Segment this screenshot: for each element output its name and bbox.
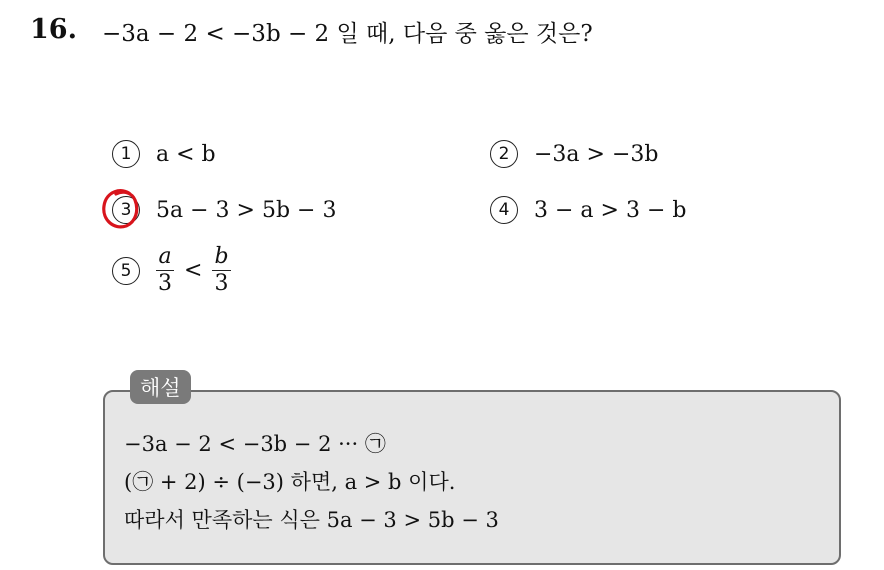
option-3[interactable] [112,196,336,224]
option-5-mark: 5 [112,257,140,285]
option-3-mark: 3 [112,196,140,224]
option-1-mark: 1 [112,140,140,168]
option-5-right-denominator: 3 [214,271,229,296]
option-2[interactable] [490,140,658,168]
option-5[interactable] [112,244,231,297]
option-5-left-denominator: 3 [158,271,172,296]
solution-line-3: 따라서 만족하는 식은 5a − 3 > 5b − 3 [124,508,499,532]
option-3-expr: 5a − 3 > 5b − 3 [156,197,337,223]
solution-line-1: −3a − 2 < −3b − 2 ··· ㉠ [124,432,386,456]
solution-tag: 해설 [130,370,191,404]
option-2-expr: −3a > −3b [534,141,659,167]
answer-circle-mark [100,188,140,232]
question-number: 16. [30,14,77,45]
option-4[interactable] [490,196,686,224]
option-1[interactable] [112,140,216,168]
option-4-expr: 3 − a > 3 − b [534,197,687,223]
option-5-left-numerator: a [158,244,172,269]
option-5-right-numerator: b [214,244,229,269]
option-4-mark: 4 [490,196,518,224]
question-text: −3a − 2 < −3b − 2 일 때, 다음 중 옳은 것은? [102,21,593,47]
option-5-operator: < [184,258,203,283]
option-5-fraction-right [212,244,230,297]
solution-line-2: (㉠ + 2) ÷ (−3) 하면, a > b 이다. [124,470,456,494]
option-2-mark: 2 [490,140,518,168]
option-5-fraction-left [156,244,174,297]
option-1-expr: a < b [156,141,216,167]
